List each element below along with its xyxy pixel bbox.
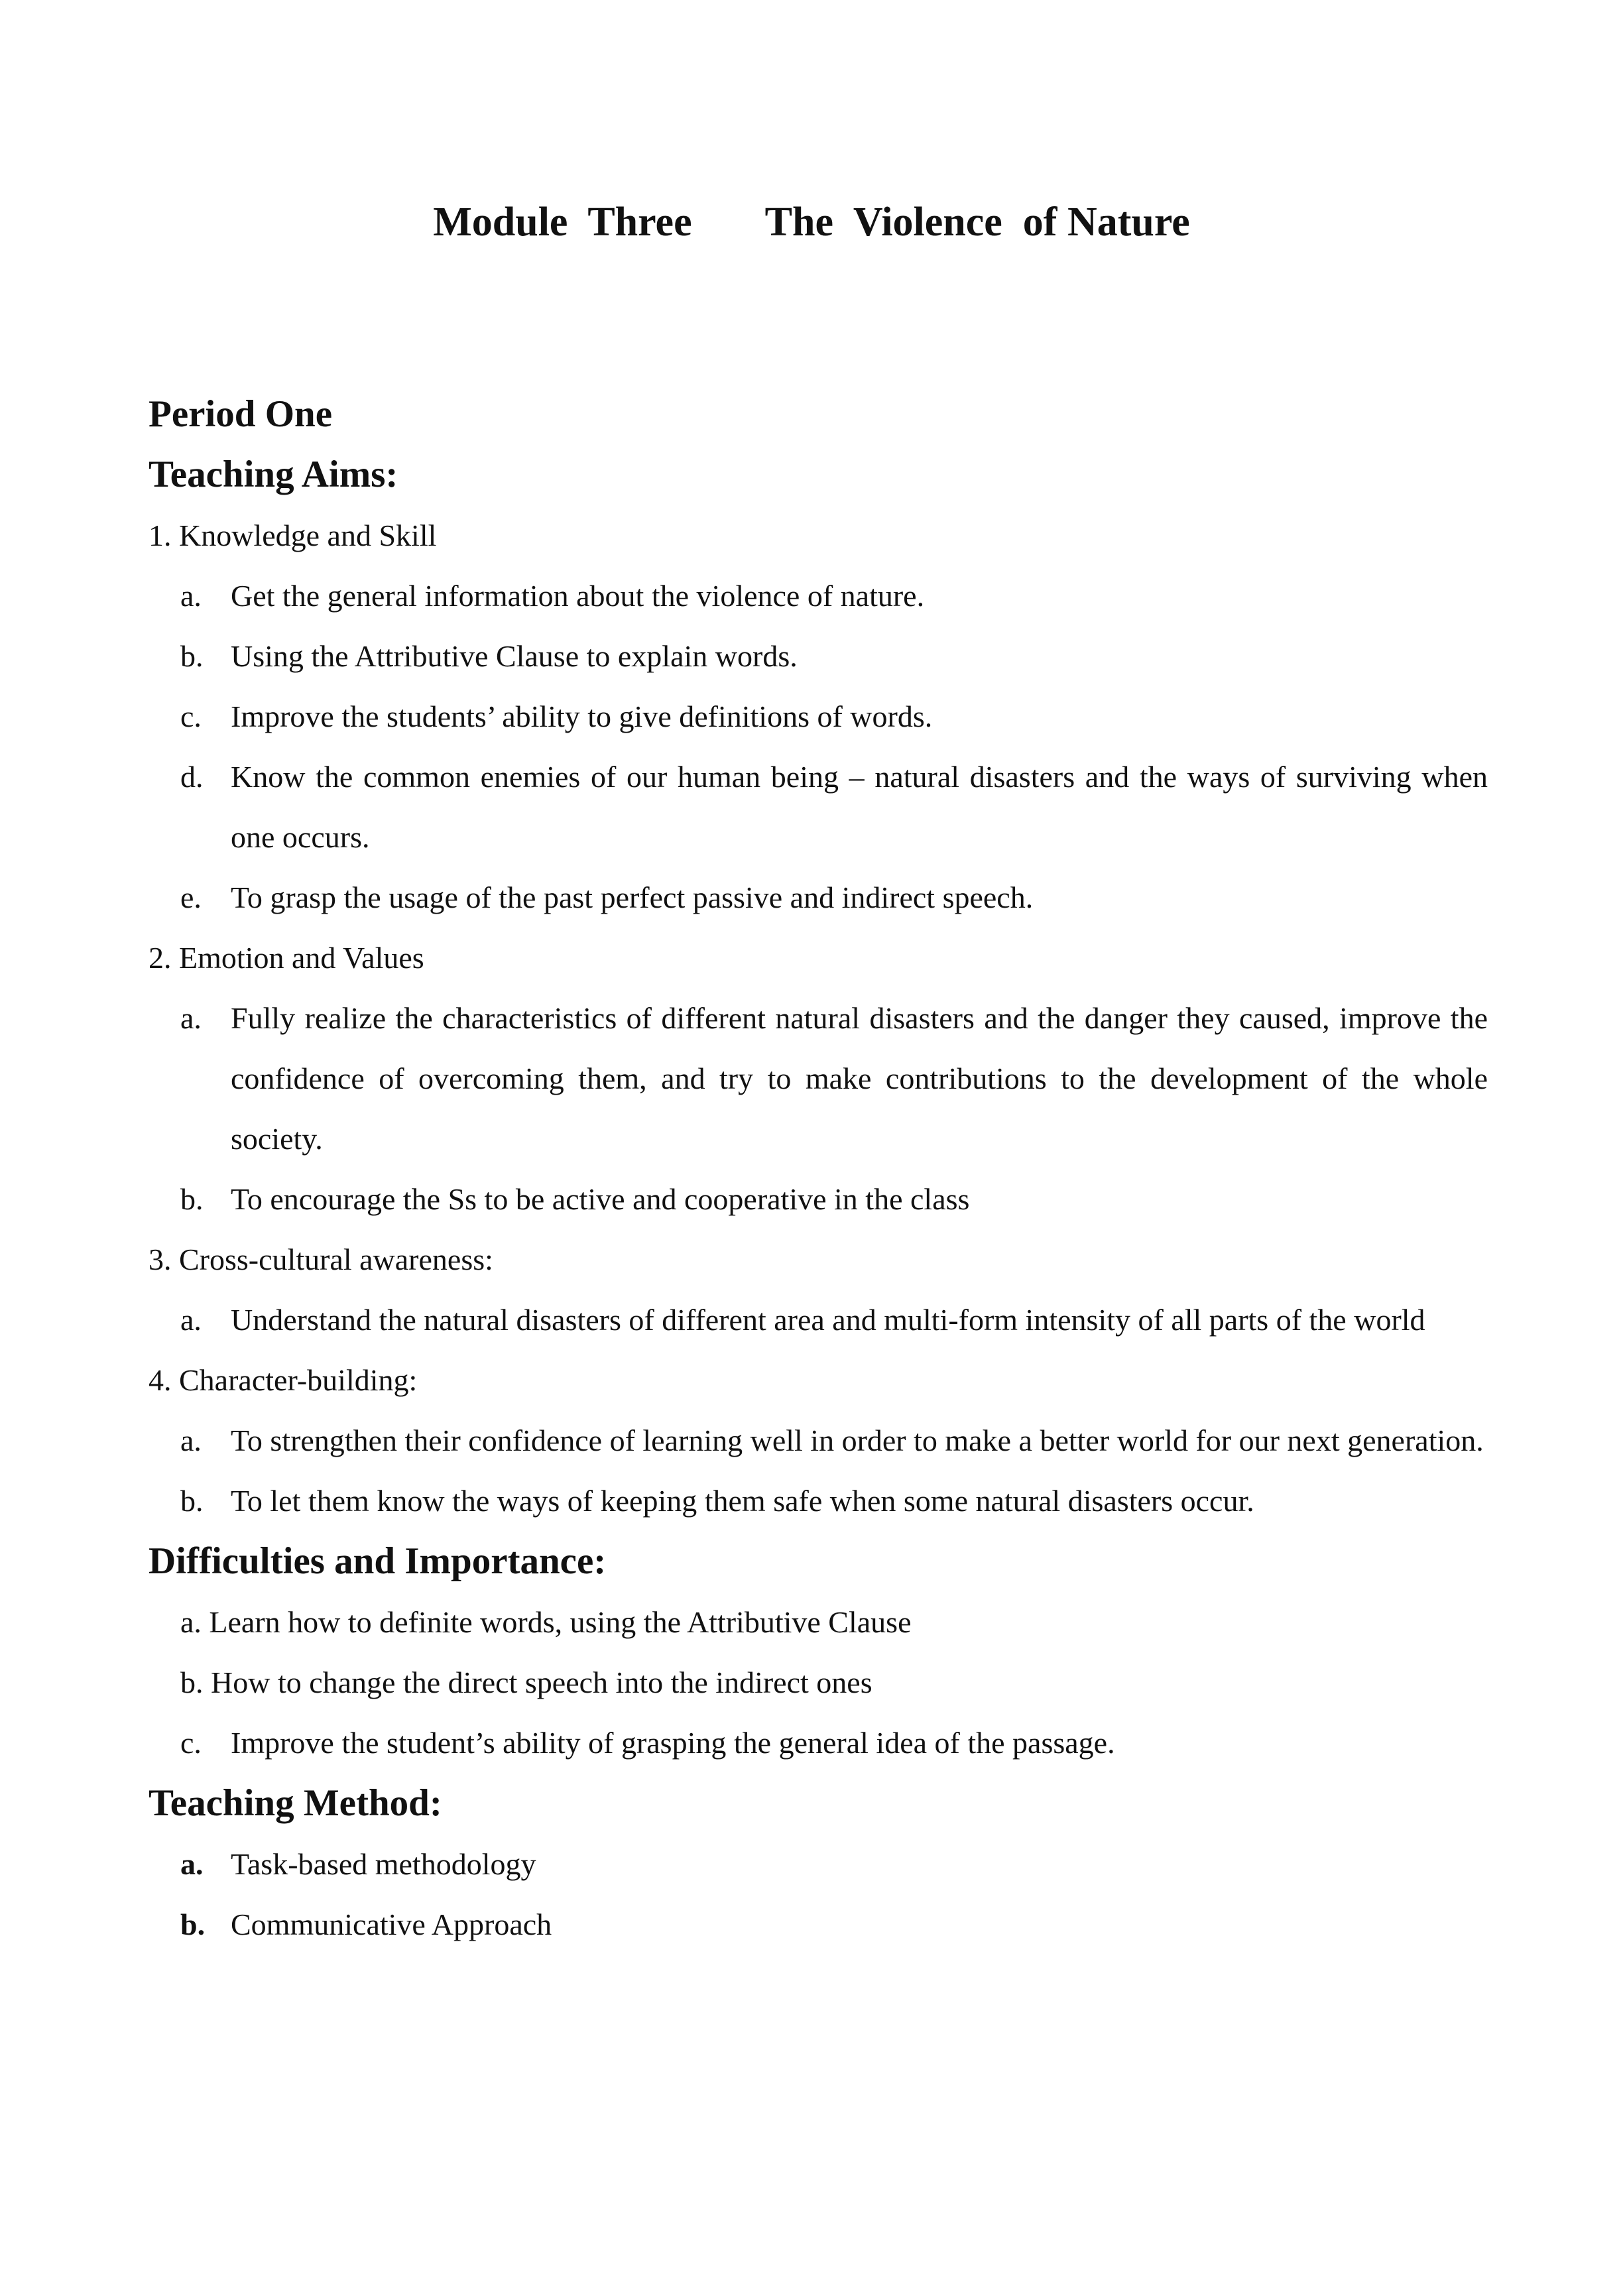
item-text: To grasp the usage of the past perfect passive and indirect speech. bbox=[231, 880, 1034, 914]
item-text: Understand the natural disasters of different area and multi-form intensity of all parts of the world bbox=[231, 1303, 1425, 1337]
item-letter: c. bbox=[180, 1726, 202, 1760]
item-text: Improve the student’s ability of grasping the general idea of the passage. bbox=[231, 1726, 1115, 1760]
teaching-aims-heading: Teaching Aims: bbox=[149, 453, 398, 495]
teaching-method-heading: Teaching Method: bbox=[149, 1782, 442, 1824]
list-item bbox=[149, 626, 1488, 686]
item-letter: e. bbox=[180, 880, 202, 914]
item-letter: a. bbox=[180, 1423, 202, 1457]
aims-group-label: 1. Knowledge and Skill bbox=[149, 518, 437, 552]
item-text: Know the common enemies of our human being – natural disasters and the ways of surviving when one occurs. bbox=[231, 760, 1488, 854]
item-text: Improve the students’ ability to give definitions of words. bbox=[231, 699, 933, 733]
document-body bbox=[149, 385, 1488, 1955]
item-text: Fully realize the characteristics of different natural disasters and the danger they caused, improve the confidence of overcoming them, and try to make contributions to the development of the whole society. bbox=[231, 1001, 1488, 1156]
page-title bbox=[0, 199, 1623, 246]
item-letter: a. bbox=[180, 1001, 202, 1035]
item-text: To let them know the ways of keeping them safe when some natural disasters occur. bbox=[231, 1484, 1254, 1518]
list-item bbox=[149, 1471, 1488, 1531]
list-item bbox=[149, 988, 1488, 1169]
item-letter: a. bbox=[180, 579, 202, 613]
item-letter: a. bbox=[180, 1847, 204, 1881]
list-item bbox=[149, 1894, 1488, 1955]
item-letter: b. bbox=[180, 1484, 204, 1518]
list-item bbox=[149, 1290, 1488, 1350]
item-letter: c. bbox=[180, 699, 202, 733]
list-item bbox=[149, 867, 1488, 928]
item-text: Get the general information about the violence of nature. bbox=[231, 579, 925, 613]
difficulties-heading: Difficulties and Importance: bbox=[149, 1540, 607, 1582]
item-text: Using the Attributive Clause to explain words. bbox=[231, 639, 798, 673]
list-item bbox=[149, 747, 1488, 867]
item-letter: d. bbox=[180, 760, 204, 794]
list-item bbox=[149, 1169, 1488, 1229]
list-item bbox=[149, 1834, 1488, 1894]
aims-group-label: 4. Character-building: bbox=[149, 1363, 418, 1397]
list-item: b. How to change the direct speech into the indirect ones bbox=[180, 1665, 872, 1699]
list-item bbox=[149, 1410, 1488, 1471]
item-text: To encourage the Ss to be active and cooperative in the class bbox=[231, 1182, 970, 1216]
list-item: a. Learn how to definite words, using the Attributive Clause bbox=[180, 1605, 912, 1639]
item-letter: b. bbox=[180, 639, 204, 673]
item-letter: a. bbox=[180, 1303, 202, 1337]
title-topic: The Violence of Nature bbox=[764, 200, 1190, 245]
item-text: Communicative Approach bbox=[231, 1907, 552, 1941]
aims-group-label: 3. Cross-cultural awareness: bbox=[149, 1242, 493, 1276]
item-letter: b. bbox=[180, 1907, 206, 1941]
item-text: To strengthen their confidence of learning well in order to make a better world for our next generation. bbox=[231, 1423, 1484, 1457]
aims-group-label: 2. Emotion and Values bbox=[149, 941, 424, 975]
item-text: Task-based methodology bbox=[231, 1847, 536, 1881]
list-item bbox=[149, 566, 1488, 626]
period-heading: Period One bbox=[149, 393, 333, 435]
list-item bbox=[149, 1713, 1488, 1773]
list-item bbox=[149, 686, 1488, 747]
title-module: Module Three bbox=[433, 200, 692, 245]
item-letter: b. bbox=[180, 1182, 204, 1216]
